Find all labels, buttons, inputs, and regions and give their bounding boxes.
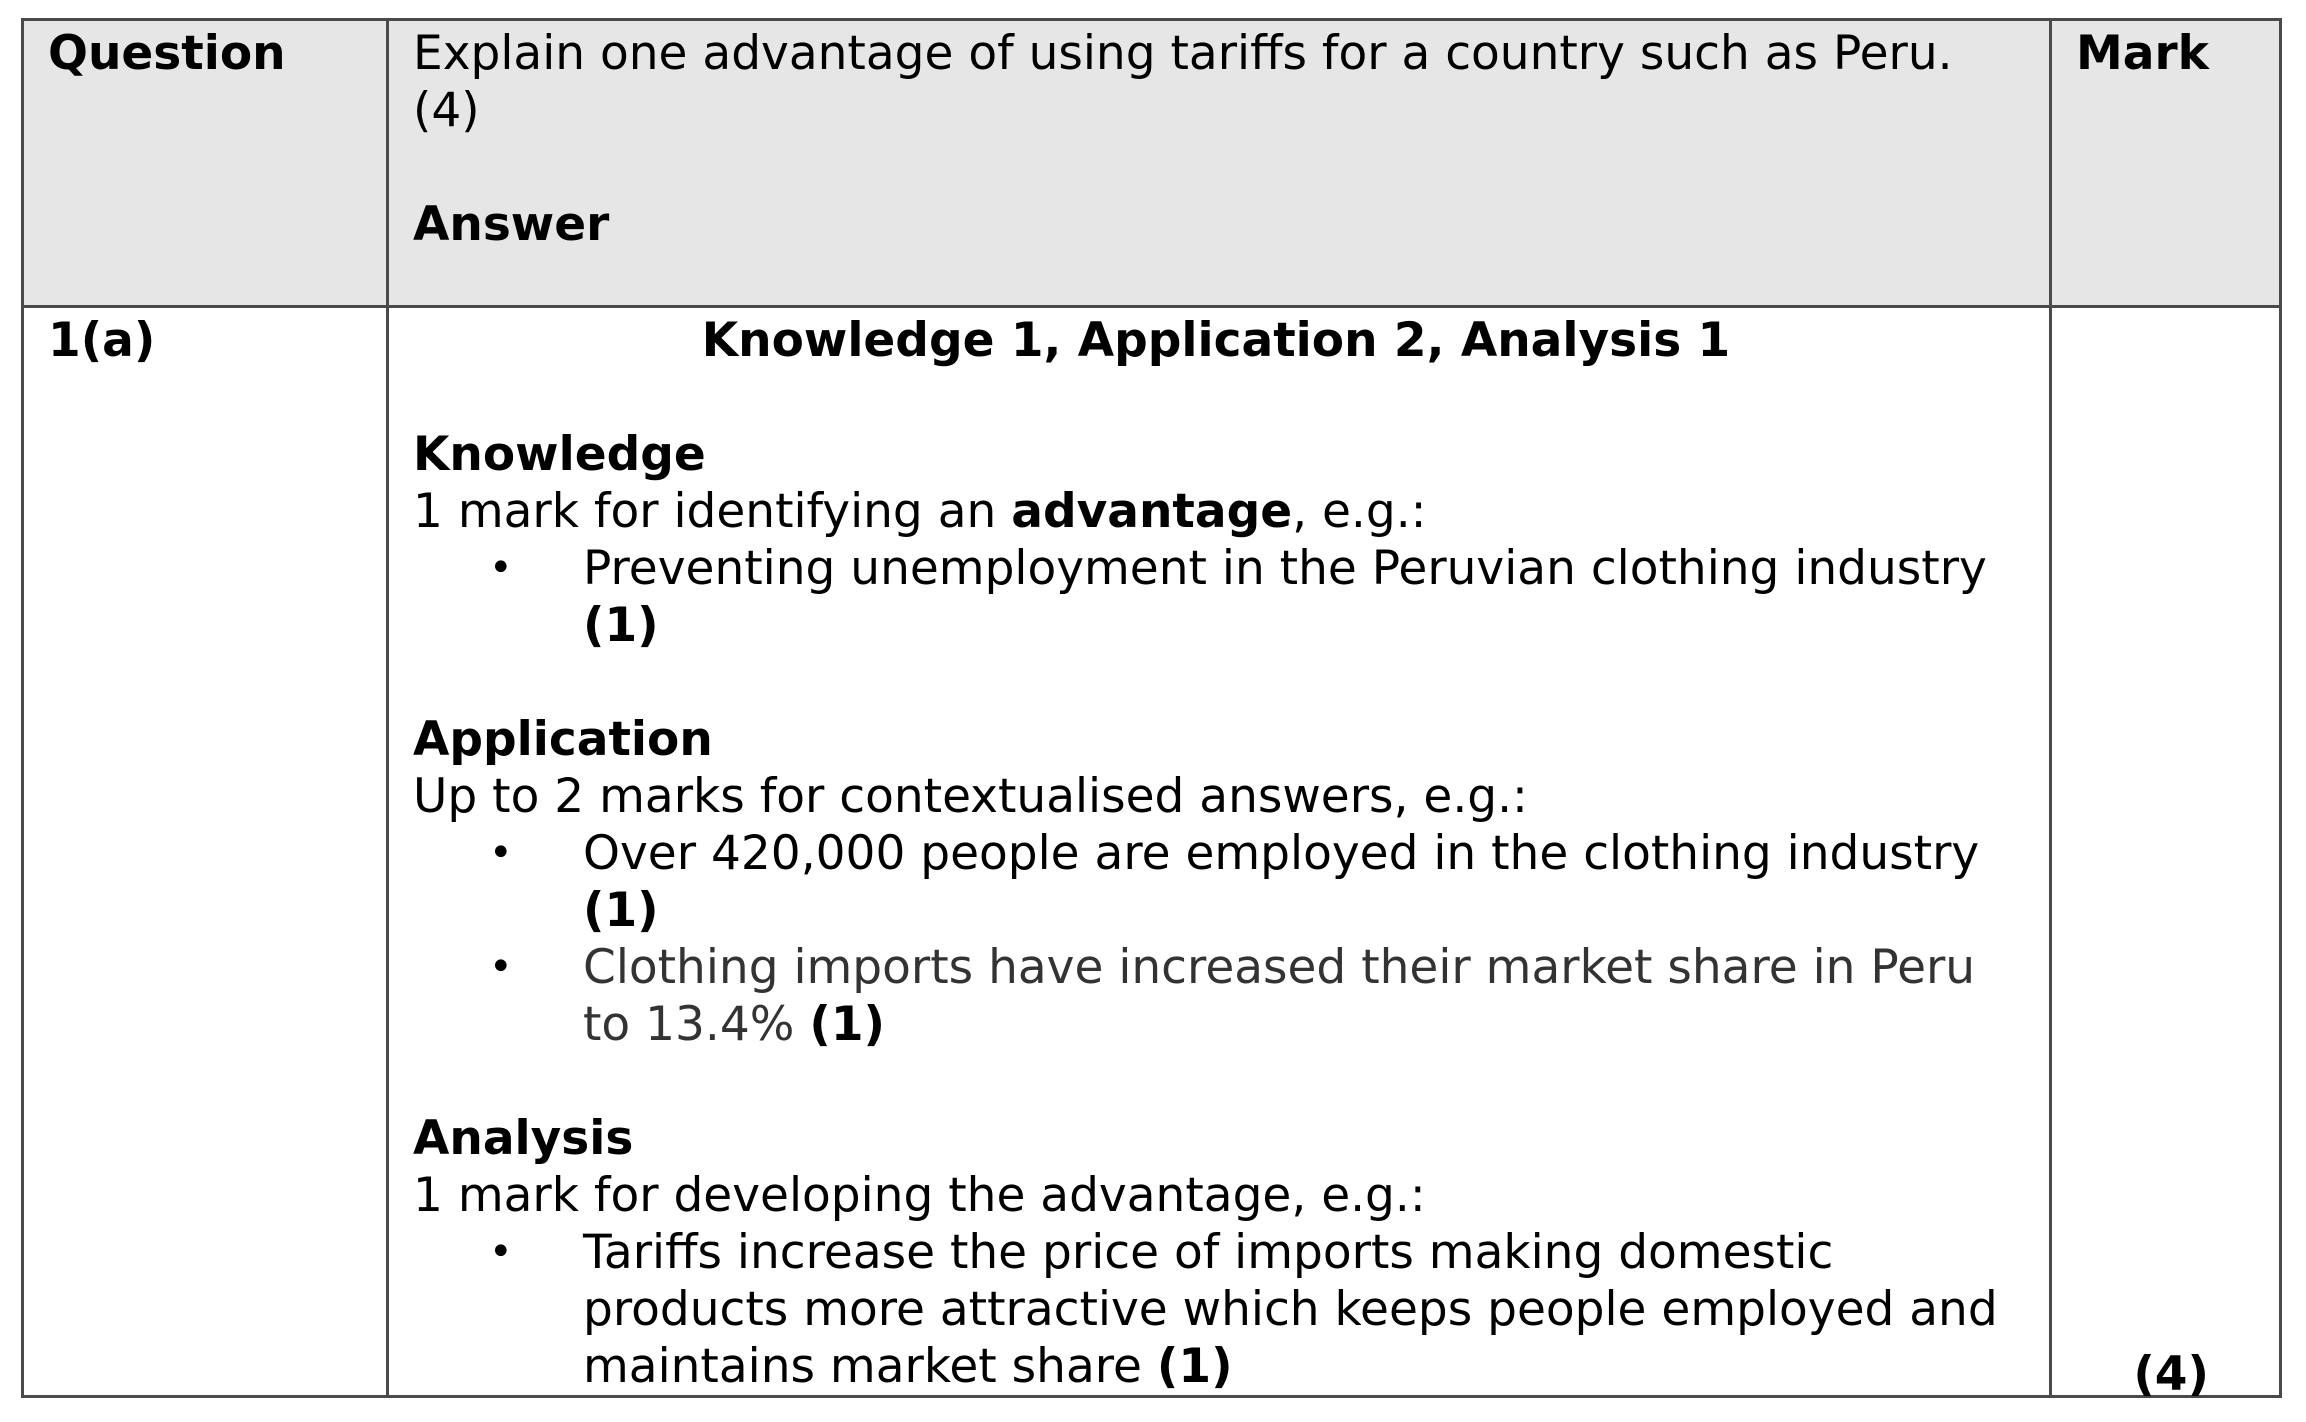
mark-scheme-table	[21, 18, 2282, 1402]
header-row	[23, 20, 2281, 307]
point-mark: (1)	[809, 997, 886, 1052]
answer-row	[23, 307, 2281, 1397]
knowledge-points	[413, 540, 2019, 654]
knowledge-intro-suffix: , e.g.:	[1292, 484, 1427, 539]
question-text-cell	[388, 20, 2051, 307]
analysis-heading: Analysis	[413, 1111, 634, 1166]
total-mark-cell	[2051, 307, 2281, 1402]
analysis-section	[413, 1110, 2019, 1395]
point-text: Clothing imports have increased their market share in Peru to 13.4%	[583, 940, 1976, 1052]
point-mark: (1)	[583, 883, 659, 938]
analysis-intro: 1 mark for developing the advantage, e.g.:	[413, 1168, 1426, 1223]
mark-header-cell	[2051, 20, 2281, 307]
answer-guidance-cell	[388, 307, 2051, 1397]
analysis-points	[413, 1224, 2019, 1395]
question-number: 1(a)	[48, 313, 156, 368]
total-mark: (4)	[2133, 1347, 2209, 1402]
knowledge-intro	[413, 483, 2019, 540]
bullet-icon: •	[489, 944, 513, 990]
question-header-cell	[23, 20, 388, 307]
bullet-icon: •	[489, 830, 513, 876]
point-mark: (1)	[1156, 1339, 1233, 1394]
bullet-icon: •	[489, 545, 513, 591]
list-item	[413, 540, 2019, 654]
list-item	[413, 825, 2019, 939]
list-item	[413, 939, 2019, 1053]
mark-header-label: Mark	[2076, 26, 2209, 81]
point-mark: (1)	[583, 598, 659, 653]
knowledge-intro-prefix: 1 mark for identifying an	[413, 484, 1012, 539]
bullet-icon: •	[489, 1229, 513, 1275]
point-text: Tariffs increase the price of imports making domestic products more attractive which keeps people employed and maintains market share	[583, 1225, 1998, 1394]
question-text: Explain one advantage of using tariffs for a country such as Peru. (4)	[413, 26, 1953, 138]
application-intro: Up to 2 marks for contextualised answers, e.g.:	[413, 769, 1528, 824]
knowledge-heading: Knowledge	[413, 427, 706, 482]
knowledge-section	[413, 426, 2019, 654]
marks-breakdown: Knowledge 1, Application 2, Analysis 1	[701, 313, 1731, 368]
application-points	[413, 825, 2019, 1053]
knowledge-intro-bold: advantage	[1011, 484, 1293, 539]
application-heading: Application	[413, 712, 713, 767]
answer-label: Answer	[413, 197, 610, 252]
question-header-label: Question	[48, 26, 286, 81]
question-number-cell	[23, 307, 388, 1397]
application-section	[413, 711, 2019, 1053]
point-text: Preventing unemployment in the Peruvian clothing industry	[583, 541, 1987, 596]
point-text: Over 420,000 people are employed in the clothing industry	[583, 826, 1980, 881]
list-item	[413, 1224, 2019, 1395]
